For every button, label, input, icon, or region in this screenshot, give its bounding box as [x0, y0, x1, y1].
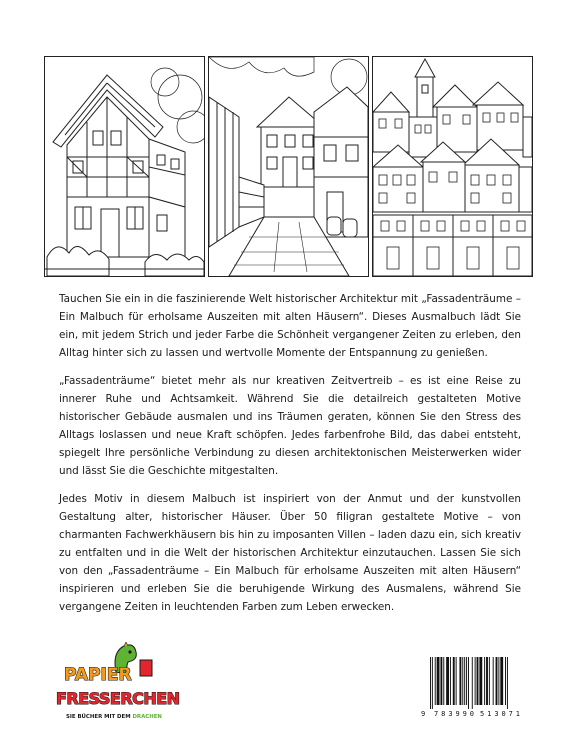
barcode-bar [432, 657, 433, 709]
barcode-bar [459, 657, 461, 705]
barcode-bar [475, 657, 476, 705]
barcode-bar [466, 657, 467, 705]
barcode-bar [498, 657, 499, 705]
logo-tagline-accent: DRACHEN [132, 714, 162, 720]
barcode-group-1: 783990 [434, 710, 474, 718]
barcode-bar [505, 657, 506, 705]
barcode-bar [450, 657, 451, 705]
barcode-bar [507, 657, 508, 709]
barcode-bar [496, 657, 498, 705]
barcode-bar [468, 657, 469, 709]
barcode-bar [489, 657, 490, 705]
paragraph-2: „Fassadenträume“ bietet mehr als nur kreativen Zeitvertreib – es ist eine Reise zu innerer Ruhe und Achtsamkeit. Während Sie die detailreich gestalteten Motive historischer Gebäude ausmalen und ins Träumen geraten, können Sie den Stress des Alltags loslassen und neue Kraft schöpfen. Jedes farbenfrohe Bild, das dabei entsteht, spiegelt Ihre persönliche Verbindung zu diesen architektonischen Meisterwerken wider und lässt Sie die Geschichte mitgestalten. [59, 375, 521, 477]
illustration-half-timbered-house [44, 56, 205, 277]
publisher-logo [54, 642, 182, 724]
logo-tagline [66, 713, 162, 720]
barcode-bar [493, 657, 494, 705]
barcode-bar [437, 657, 440, 705]
logo-line-2: FRESSERCHEN [56, 689, 180, 708]
barcode-bar [500, 657, 503, 705]
paragraph-3: Jedes Motiv in diesem Malbuch ist inspiriert von der Anmut und der kunstvollen Gestaltung alter, historischer Häuser. Über 50 filigran gestaltete Motive – von charmanten Fachwerkhäusern bis hin zu imposanten Villen – laden dazu ein, sich kreativ zu entfalten und in die Welt der historischen Architektur einzutauchen. Lassen Sie sich von den „Fassadenträume – Ein Malbuch für erholsame Auszeiten mit alten Häusern“ inspirieren und erleben Sie die beruhigende Wirkung des Ausmalens, während Sie vergangene Zeiten in leuchtenden Farben zum Leben erwecken. [59, 493, 521, 613]
paragraph-1: Tauchen Sie ein in die faszinierende Welt historischer Architektur mit „Fassadenträume – Ein Malbuch für erholsame Auszeiten mit alten Häusern“. Dieses Ausmalbuch lädt Sie ein, mit jedem Strich und jeder Farbe die Schönheit vergangener Zeiten zu erleben, den Alltag hinter sich zu lassen und wertvolle Momente der Entspannung zu genießen. [59, 293, 521, 359]
barcode-bar [456, 657, 457, 705]
back-cover-text [59, 290, 521, 626]
barcode-bar [443, 657, 444, 705]
barcode-lead-digit: 9 [421, 710, 426, 718]
logo-line-1: PAPIER [64, 665, 132, 685]
barcode-bar [440, 657, 442, 705]
isbn-barcode [420, 655, 528, 718]
barcode-bar [446, 657, 449, 705]
barcode-bar [464, 657, 465, 705]
illustration-old-town-rooftops [372, 56, 533, 277]
barcode-bar [477, 657, 479, 705]
illustration-row [44, 56, 530, 275]
illustration-village-alley [208, 56, 369, 277]
logo-tagline-text: SIE BÜCHER MIT DEM [66, 714, 133, 720]
barcode-bar [453, 657, 455, 705]
barcode-group-2: 513071 [480, 710, 520, 718]
barcode-bar [435, 657, 436, 705]
barcode-bar [462, 657, 463, 705]
barcode-bar [484, 657, 485, 705]
barcode-bar [479, 657, 482, 705]
barcode-bar [472, 657, 473, 709]
barcode-bar [486, 657, 488, 705]
barcode-bar [430, 657, 431, 709]
